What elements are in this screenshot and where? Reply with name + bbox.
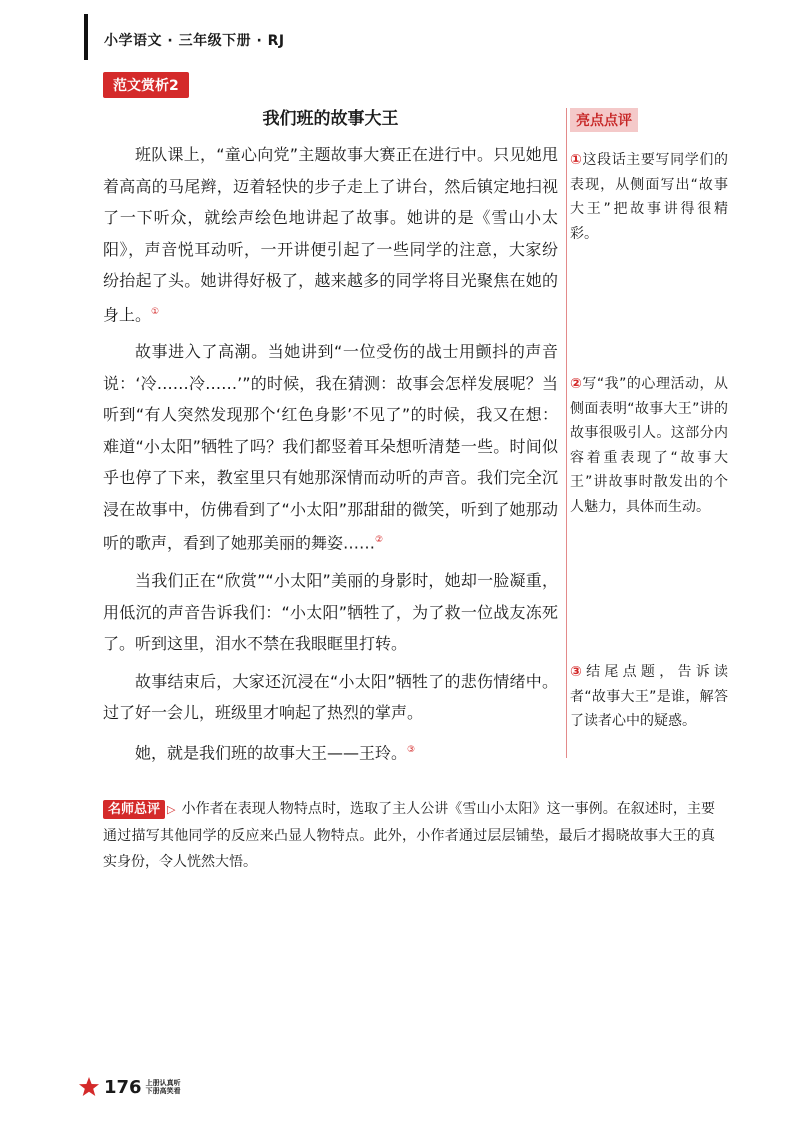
header-rule (84, 14, 88, 60)
commentary-note-3: ③结尾点题，告诉读者“故事大王”是谁，解答了读者心中的疑惑。 (570, 664, 728, 729)
commentary-column (570, 108, 730, 729)
arrow-right-icon: ▷ (167, 803, 176, 816)
essay-paragraph-5: 她，就是我们班的故事大王——王玲。③ (135, 742, 416, 762)
page-number: 176 (104, 1076, 142, 1098)
summary-tag: 名师总评 (103, 800, 165, 819)
annotation-mark: ② (375, 535, 384, 546)
essay-title: 我们班的故事大王 (262, 109, 399, 129)
essay-paragraph-3: 当我们正在“欣赏”“小太阳”美丽的身影时，她却一脸凝重，用低沉的声音告诉我们：“小太阳”牺牲了，为了救一位战友冻死了。听到这里，泪水不禁在我眼眶里打转。 (103, 571, 558, 654)
page-footer (78, 1076, 182, 1098)
essay-paragraph-1: 班队课上，“童心向党”主题故事大赛正在进行中。只见她甩着高高的马尾辫，迈着轻快的步子走上了讲台，然后镇定地扫视了一下听众，就绘声绘色地讲起了故事。她讲的是《雪山小太阳》，声音悦耳动听，一开讲便引起了一些同学的注意，大家纷纷抬起了头。她讲得好极了，越来越多的同学将目光聚焦在她的身上。① (103, 145, 558, 324)
side-divider (566, 108, 567, 758)
teacher-summary (103, 796, 715, 875)
essay-paragraph-2: 故事进入了高潮。当她讲到“一位受伤的战士用颤抖的声音说：‘冷……冷……’”的时候，我在猜测：故事会怎样发展呢？当听到“有人突然发现那个‘红色身影’不见了”的时候，我又在想：难道“小太阳”牺牲了吗？我们都竖着耳朵想听清楚一些。时间似乎也停了下来，教室里只有她那深情而动听的声音。我们完全沉浸在故事中，仿佛看到了“小太阳”那甜甜的微笑，听到了她那动听的歌声，看到了她那美丽的舞姿……② (103, 342, 558, 553)
section-tag: 范文赏析2 (103, 72, 189, 98)
commentary-note-2: ②写“我”的心理活动，从侧面表明“故事大王”讲的故事很吸引人。这部分内容着重表现了“故事大王”讲故事时散发出的个人魅力，具体而生动。 (570, 376, 728, 515)
star-icon (78, 1076, 100, 1098)
commentary-note-1: ①这段话主要写同学们的表现，从侧面写出“故事大王”把故事讲得很精彩。 (570, 152, 728, 242)
essay-column (103, 100, 558, 774)
essay-paragraph-4: 故事结束后，大家还沉浸在“小太阳”牺牲了的悲伤情绪中。过了好一会儿，班级里才响起了热烈的掌声。 (103, 671, 558, 723)
running-header: 小学语文 · 三年级下册 · RJ (104, 33, 285, 49)
annotation-mark: ① (151, 306, 160, 317)
commentary-tag: 亮点点评 (570, 108, 638, 132)
annotation-mark: ③ (407, 744, 416, 755)
summary-text: 小作者在表现人物特点时，选取了主人公讲《雪山小太阳》这一事例。在叙述时，主要通过描写其他同学的反应来凸显人物特点。此外，小作者通过层层铺垫，最后才揭晓故事大王的真实身份，令人恍然大悟。 (103, 801, 715, 870)
series-label: 上册认真听 下册高笑看 (145, 1079, 181, 1095)
